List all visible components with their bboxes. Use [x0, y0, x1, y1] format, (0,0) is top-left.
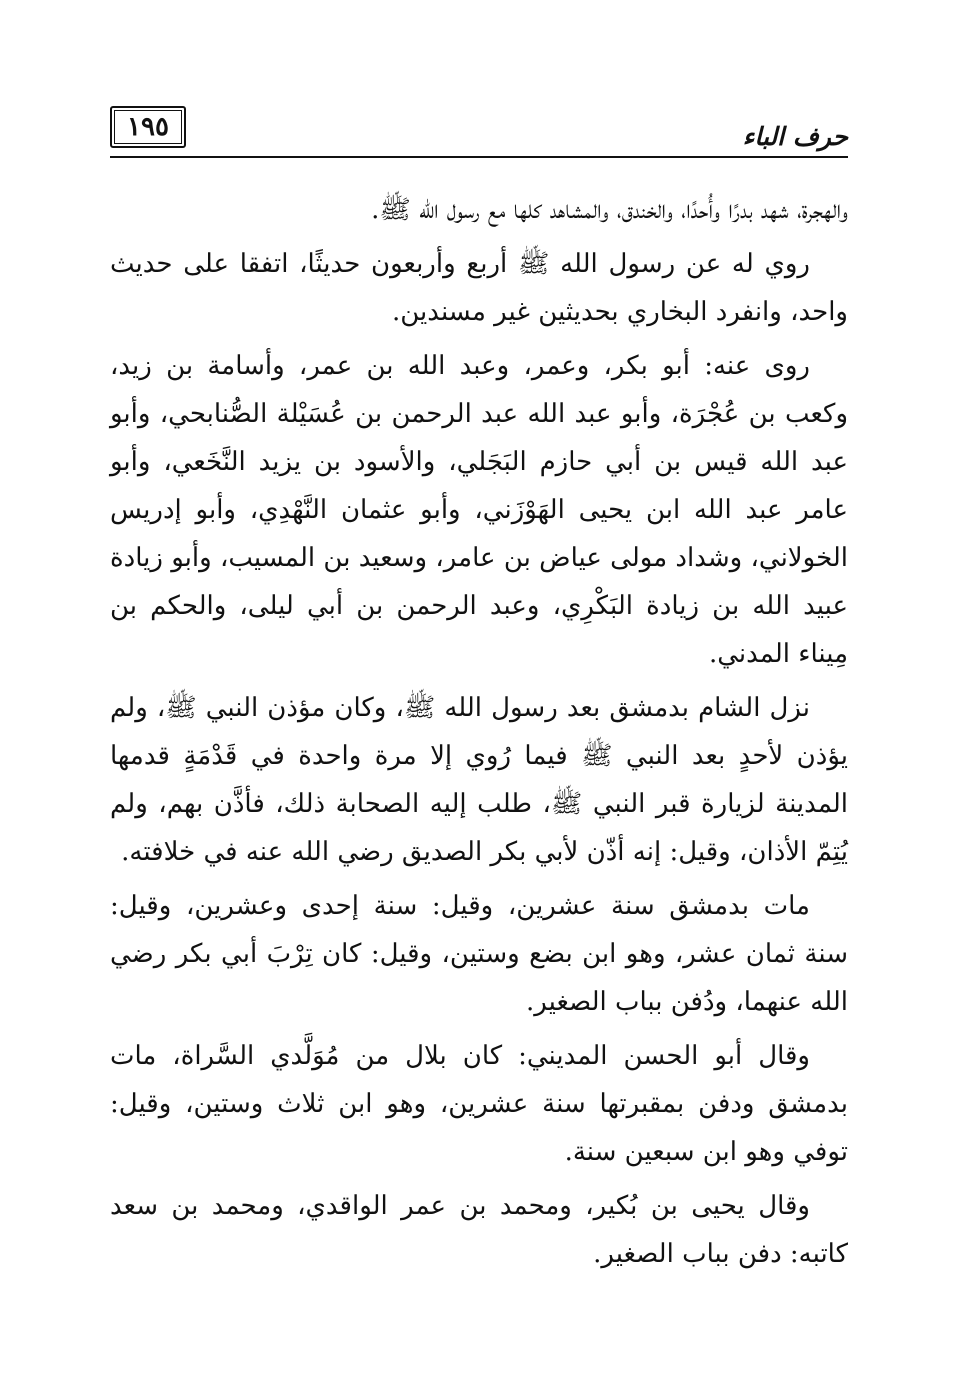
paragraph-2: روي له عن رسول الله ﷺ أربع وأربعون حديثًا، اتفقا على حديث واحد، وانفرد البخاري بحديثين غير مسندين. — [110, 249, 848, 327]
body-text — [110, 186, 848, 1284]
paragraph-5: مات بدمشق سنة عشرين، وقيل: سنة إحدى وعشرين، وقيل: سنة ثمان عشر، وهو ابن بضع وستين، وقيل: كان تِرْبَ أبي بكر رضي الله عنهما، ودُفن بباب الصغير. — [110, 891, 848, 1017]
paragraph-4: نزل الشام بدمشق بعد رسول الله ﷺ، وكان مؤذن النبي ﷺ، ولم يؤذن لأحدٍ بعد النبي ﷺ فيما رُوي إلا مرة واحدة في قَدْمَةٍ قدمها المدينة لزيارة قبر النبي ﷺ، طلب إليه الصحابة ذلك، فأذَّن بهم، ولم يُتِمّ الأذان، وقيل: إنه أذّن لأبي بكر الصديق رضي الله عنه في خلافته. — [110, 693, 848, 867]
page-header — [110, 100, 848, 158]
paragraph-1: والهجرة، شهد بدرًا وأُحدًا، والخندق، والمشاهد كلها مع رسول الله ﷺ. — [371, 195, 848, 225]
header-rule — [110, 156, 848, 158]
paragraph-7: وقال يحيى بن بُكير، ومحمد بن عمر الواقدي، ومحمد بن سعد كاتبه: دفن بباب الصغير. — [110, 1191, 848, 1269]
page-number: ١٩٥ — [127, 112, 169, 142]
chapter-title: حرف الباء — [742, 122, 848, 151]
paragraph-6: وقال أبو الحسن المديني: كان بلال من مُوَلَّدي السَّراة، مات بدمشق ودفن بمقبرتها سنة عشرين، وهو ابن ثلاث وستين، وقيل: توفي وهو ابن سبعين سنة. — [110, 1041, 848, 1167]
paragraph-3: روى عنه: أبو بكر، وعمر، وعبد الله بن عمر، وأسامة بن زيد، وكعب بن عُجْرَة، وأبو عبد الله عبد الرحمن بن عُسَيْلة الصُّنابحي، وأبو عبد الله قيس بن أبي حازم البَجَلي، والأسود بن يزيد النَّخَعي، وأبو عامر عبد الله ابن يحيى الهَوْزَني، وأبو عثمان النَّهْدِي، وأبو إدريس الخولاني، وشداد مولى عياض بن عامر، وسعيد بن المسيب، وأبو زيادة عبيد الله بن زيادة البَكْرِي، وعبد الرحمن بن أبي ليلى، والحكم بن مِيناء المدني. — [110, 351, 848, 669]
page-number-box — [110, 106, 186, 148]
